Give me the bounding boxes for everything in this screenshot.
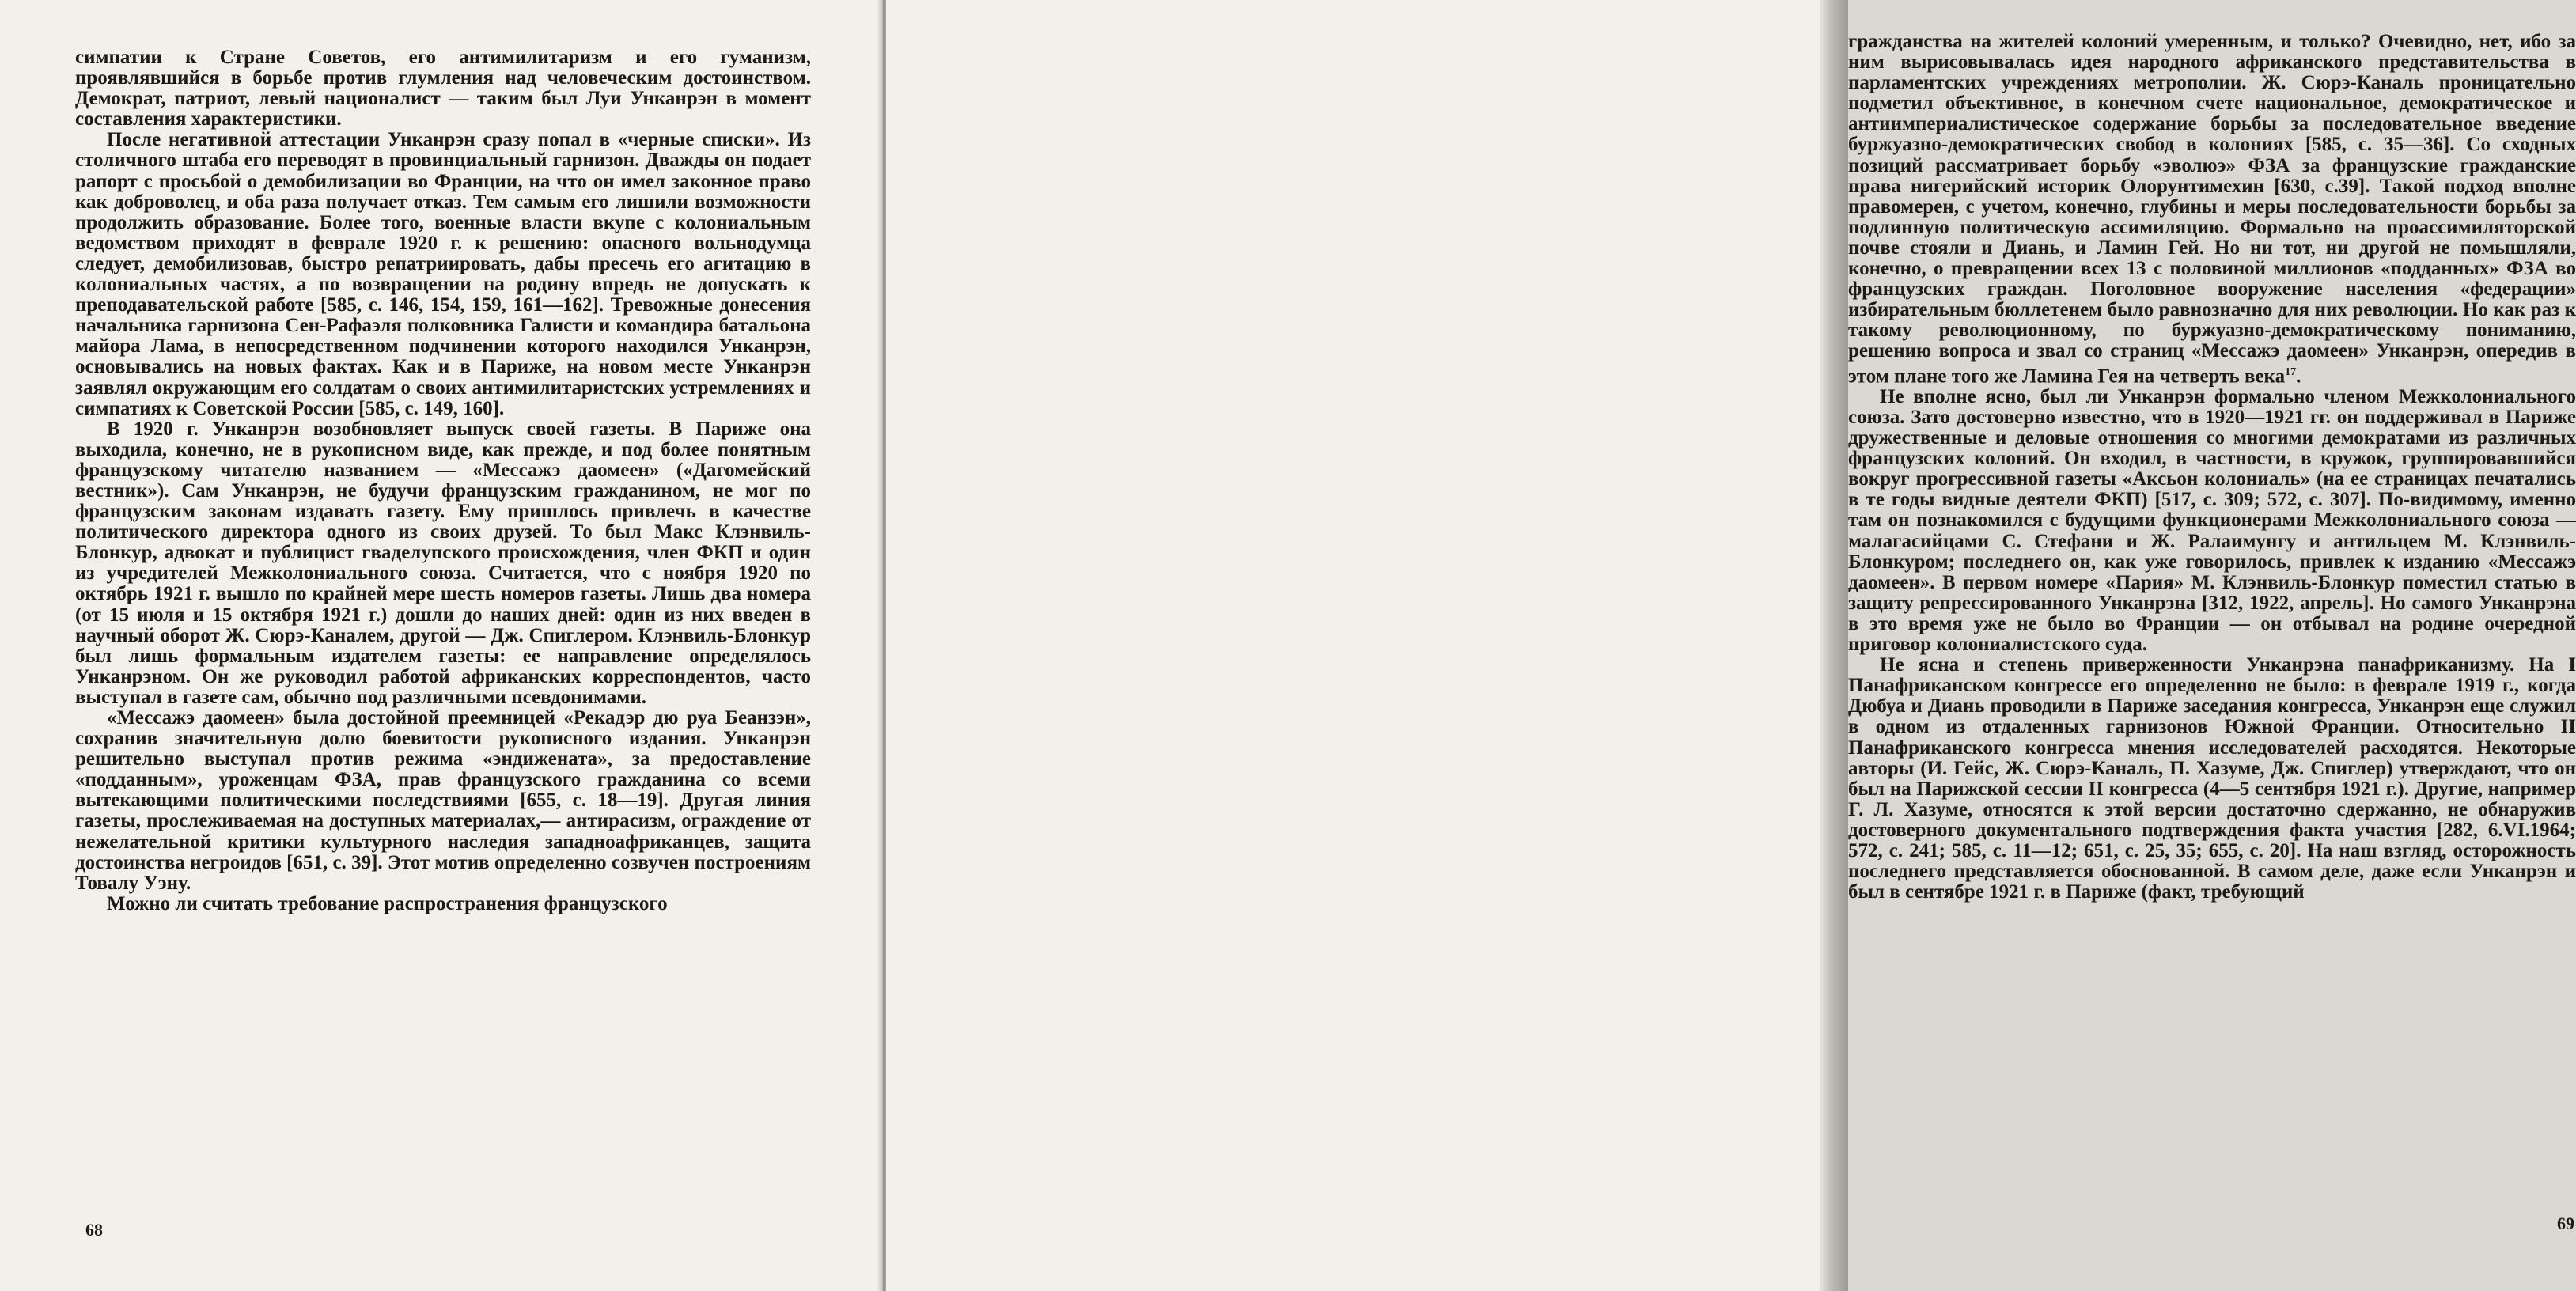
paragraph: В 1920 г. Унканрэн возобновляет выпуск своей газеты. В Париже она выходила, конечно, не в рукописном виде, как прежде, и под более понятным французскому читателю названием — «Мессажэ даомеен» («Дагомейский вестник»). Сам Унканрэн, не будучи французским гражданином, не мог по французским законам издавать газету. Ему пришлось привлечь в качестве политического директора одного из своих друзей. То был Макс Клэнвиль-Блонкур, адвокат и публицист гваделупского происхождения, член ФКП и один из учредителей Межколониального союза. Считается, что с ноября 1920 по октябрь 1921 г. вышло по крайней мере шесть номеров газеты. Лишь два номера (от 15 июля и 15 октября 1921 г.) дошли до наших дней: один из них введен в научный оборот Ж. Сюрэ-Каналем, другой — Дж. Спиглером. Клэнвиль-Блонкур был лишь формальным издателем газеты: ее направление определялось Унканрэном. Он же руководил работой африканских корреспондентов, часто выступал в газете сам, обычно под различными псевдонимами. — [75, 418, 811, 708]
paragraph: Не ясна и степень приверженности Унканрэна панафриканизму. На I Панафриканском конгрессе его определенно не было: в феврале 1919 г., когда Дюбуа и Диань проводили в Париже заседания конгресса, Унканрэн еще служил в одном из отдаленных гарнизонов Южной Франции. Относительно II Панафриканского конгресса мнения исследователей расходятся. Некоторые авторы (И. Гейс, Ж. Сюрэ-Каналь, П. Хазуме, Дж. Спиглер) утверждают, что он был на Парижской сессии II конгресса (4—5 сентября 1921 г.). Другие, например Г. Л. Хазуме, относятся к этой версии достаточно сдержанно, не обнаружив достоверного документального подтверждения факта участия [282, 6.VI.1964; 572, с. 241; 585, с. 11—12; 651, с. 25, 35; 655, с. 20]. На наш взгляд, осторожность последнего представляется обоснованной. В самом деле, даже если Унканрэн и был в сентябре 1921 г. в Париже (факт, требующий — [1848, 654, 2576, 903]
paragraph: симпатии к Стране Советов, его антимилитаризм и его гуманизм, проявлявшийся в борьбе против глумления над человеческим достоинством. Демократ, патриот, левый националист — таким был Луи Унканрэн в момент составления характеристики. — [75, 47, 811, 131]
page-number-left: 68 — [85, 1220, 103, 1240]
paragraph: После негативной аттестации Унканрэн сразу попал в «черные списки». Из столичного штаба его переводят в провинциальный гарнизон. Дважды он подает рапорт с просьбой о демобилизации во Франции, на что он имел законное право как доброволец, и оба раза получает отказ. Тем самым его лишили возможности продолжить образование. Более того, военные власти вкупе с колониальным ведомством приходят в феврале 1920 г. к решению: опасного вольнодумца следует, демобилизовав, быстро репатриировать, дабы пресечь его агитацию в колониальных частях, а по возвращении на родину впредь не допускать к преподавательской работе [585, с. 146, 154, 159, 161—162]. Тревожные донесения начальника гарнизона Сен-Рафаэля полковника Галисти и командира батальона майора Лама, в непосредственном подчинении которого находился Унканрэн, основывались на новых фактах. Как и в Париже, на новом месте Унканрэн заявлял окружающим его солдатам о своих антимилитаристских устремлениях и симпатиях к Советской России [585, с. 149, 160]. — [75, 129, 811, 419]
footnote-mark: 17 — [2285, 365, 2297, 378]
right-page-text — [1848, 32, 2576, 903]
paragraph-text: гражданства на жителей колоний умеренным, и только? Очевидно, нет, ибо за ним вырисовывалась идея народного африканского представительства в парламентских учреждениях метрополии. Ж. Сюрэ-Каналь проницательно подметил объективное, в конечном счете национальное, демократическое и антиимпериалистическое содержание борьбы за последовательное введение буржуазно-демократических свобод в колониях [585, с. 35—36]. Со сходных позиций рассматривает борьбу «эволюэ» ФЗА за французские гражданские права нигерийский историк Олорунтимехин [630, с.39]. Такой подход вполне правомерен, с учетом, конечно, глубины и меры последовательности борьбы за подлинную политическую ассимиляцию. Формально на проассимиляторской почве стояли и Диань, и Ламин Гей. Но ни тот, ни другой не помышляли, конечно, о превращении всех 13 с половиной миллионов «подданных» ФЗА во французских граждан. Поголовное вооружение населения «федерации» избирательным бюллетенем было равнозначно для них революции. Но как раз к такому революционному, по буржуазно-демократическому пониманию, решению вопроса и звал со страниц «Мессажэ даомеен» Унканрэн, опередив в этом плане того же Ламина Гея на четверть века — [1848, 31, 2576, 387]
paragraph: гражданства на жителей колоний умеренным, и только? Очевидно, нет, ибо за ним вырисовывалась идея народного африканского представительства в парламентских учреждениях метрополии. Ж. Сюрэ-Каналь проницательно подметил объективное, в конечном счете национальное, демократическое и антиимпериалистическое содержание борьбы за последовательное введение буржуазно-демократических свобод в колониях [585, с. 35—36]. Со сходных позиций рассматривает борьбу «эволюэ» ФЗА за французские гражданские права нигерийский историк Олорунтимехин [630, с.39]. Такой подход вполне правомерен, с учетом, конечно, глубины и меры последовательности борьбы за подлинную политическую ассимиляцию. Формально на проассимиляторской почве стояли и Диань, и Ламин Гей. Но ни тот, ни другой не помышляли, конечно, о превращении всех 13 с половиной миллионов «подданных» ФЗА во французских граждан. Поголовное вооружение населения «федерации» избирательным бюллетенем было равнозначно для них революции. Но как раз к такому революционному, по буржуазно-демократическому пониманию, решению вопроса и звал со страниц «Мессажэ даомеен» Унканрэн, опередив в этом плане того же Ламина Гея на четверть века$^{17}$. — [1848, 31, 2576, 387]
page-edge-shadow — [1820, 0, 1848, 1291]
paragraph: «Мессажэ даомеен» была достойной преемницей «Рекадэр дю руа Беанзэн», сохранив значительную долю боевитости рукописного издания. Унканрэн решительно выступал против режима «эндижената», за предоставление «подданным», уроженцам ФЗА, прав французского гражданина со всеми вытекающими политическими последствиями [655, с. 18—19]. Другая линия газеты, прослеживаемая на доступных материалах,— антирасизм, ограждение от нежелательной критики культурного наследия западноафриканцев, защита достоинства негроидов [651, с. 39]. Этот мотив определенно созвучен построениям Товалу Уэну. — [75, 707, 811, 894]
paragraph: Можно ли считать требование распространения французского — [107, 892, 668, 914]
left-page-text — [75, 47, 811, 914]
right-page — [886, 0, 2576, 1291]
paragraph: Не вполне ясно, был ли Унканрэн формально членом Межколониального союза. Зато достоверно известно, что в 1920—1921 гг. он поддерживал в Париже дружественные и деловые отношения со многими демократами из различных французских колоний. Он входил, в частности, в кружок, группировавшийся вокруг прогрессивной газеты «Аксьон колониаль» (на ее страницах печатались в те годы видные деятели ФКП) [517, с. 309; 572, с. 307]. По-видимому, именно там он познакомился с будущими функционерами Межколониального союза — малагасийцами С. Стефани и Ж. Ралаимунгу и антильцем М. Клэнвиль-Блонкуром; последнего он, как уже говорилось, привлек к изданию «Мессажэ даомеен». В первом номере «Пария» М. Клэнвиль-Блонкур поместил статью в защиту репрессированного Унканрэна [312, 1922, апрель]. Но самого Унканрэна в это время уже не было во Франции — он отбывал на родине очередной приговор колониалистского суда. — [1848, 385, 2576, 656]
left-page — [0, 0, 878, 1291]
page-number-right: 69 — [2557, 1213, 2574, 1233]
